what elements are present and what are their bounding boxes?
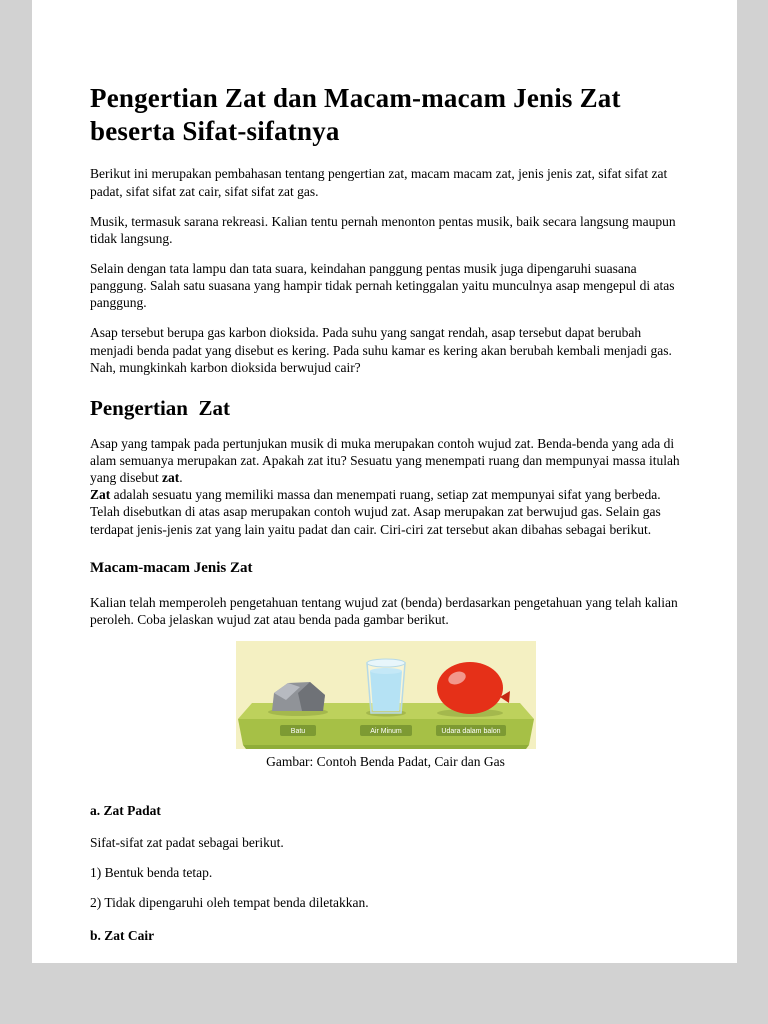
label-badge-udara-dalam-balon <box>436 725 506 736</box>
intro-paragraph-2: Musik, termasuk sarana rekreasi. Kalian tentu pernah menonton pentas musik, baik secara langsung maupun tidak langsung. <box>90 213 676 246</box>
zat-padat-intro: Sifat-sifat zat padat sebagai berikut. <box>90 834 284 850</box>
pengertian-p2-bold-zat: Zat <box>90 487 111 503</box>
zat-padat-item-1: 1) Bentuk benda tetap. <box>90 865 213 881</box>
pengertian-p1-bold-zat: zat <box>162 470 180 486</box>
zat-padat-item-2: 2) Tidak dipengaruhi oleh tempat benda diletakkan. <box>90 895 369 911</box>
document-title: Pengertian Zat dan Macam-macam Jenis Zat beserta Sifat-sifatnya <box>90 83 621 147</box>
pengertian-paragraph-3: Telah disebutkan di atas asap merupakan contoh wujud zat. Asap merupakan zat berwujud gas. Selain gas terdapat jenis-jenis zat yang lain yaitu padat dan cair. Ciri-ciri zat tersebut akan dibahas sebagai berikut. <box>90 504 661 537</box>
pengertian-paragraph-1 <box>90 435 681 486</box>
label-badge-air-minum <box>360 725 412 736</box>
label-air-minum: Air Minum <box>369 727 402 735</box>
document-page <box>32 0 737 963</box>
heading-zat-padat: a. Zat Padat <box>90 802 161 818</box>
intro-paragraph-4: Asap tersebut berupa gas karbon dioksida. Pada suhu yang sangat rendah, asap tersebut dapat berubah menjadi benda padat yang disebut es kering. Pada suhu kamar es kering akan berubah kembali menjadi gas. Nah, mungkinkah karbon dioksida berwujud cair? <box>90 325 672 375</box>
section-heading-pengertian-zat: Pengertian Zat <box>90 395 230 420</box>
figure-benda-padat-cair-gas <box>236 641 536 770</box>
heading-zat-cair: b. Zat Cair <box>90 928 155 944</box>
macam-paragraph: Kalian telah memperoleh pengetahuan tentang wujud zat (benda) berdasarkan pengetahuan yang telah kalian peroleh. Coba jelaskan wujud zat atau benda pada gambar berikut. <box>90 594 678 627</box>
shelf-bottom-edge <box>243 745 529 749</box>
water-glass-icon <box>367 659 405 713</box>
intro-paragraph-1: Berikut ini merupakan pembahasan tentang pengertian zat, macam macam zat, jenis jenis zat, sifat sifat zat padat, sifat sifat zat cair, sifat sifat zat gas. <box>90 166 668 199</box>
label-udara-dalam-balon: Udara dalam balon <box>440 727 501 735</box>
pengertian-paragraph-2 <box>90 486 681 503</box>
sub-heading-macam-macam-jenis-zat: Macam-macam Jenis Zat <box>90 559 253 576</box>
intro-paragraph-3: Selain dengan tata lampu dan tata suara, keindahan panggung pentas musik juga dipengaruhi suasana panggung. Salah satu suasana yang hampir tidak pernah ketinggalan yaitu munculnya asap mengepul di atas panggung. <box>90 260 675 311</box>
pengertian-zat-text-block <box>90 435 681 538</box>
pengertian-p1-text: Asap yang tampak pada pertunjukan musik di muka merupakan contoh wujud zat. Benda-benda yang ada di alam semuanya merupakan zat. Apakah zat itu? Sesuatu yang menempati ruang dan mempunyai massa itulah yang disebut <box>90 435 680 486</box>
pengertian-p2-text: adalah sesuatu yang memiliki massa dan menempati ruang, setiap zat mempunyai sifat yang berbeda. <box>110 487 661 503</box>
label-batu: Batu <box>290 727 305 735</box>
figure-caption: Gambar: Contoh Benda Padat, Cair dan Gas <box>266 753 505 769</box>
pengertian-p1-period: . <box>179 470 183 486</box>
label-badge-batu <box>280 725 316 736</box>
figure-illustration <box>236 641 536 749</box>
document-content <box>32 0 737 944</box>
